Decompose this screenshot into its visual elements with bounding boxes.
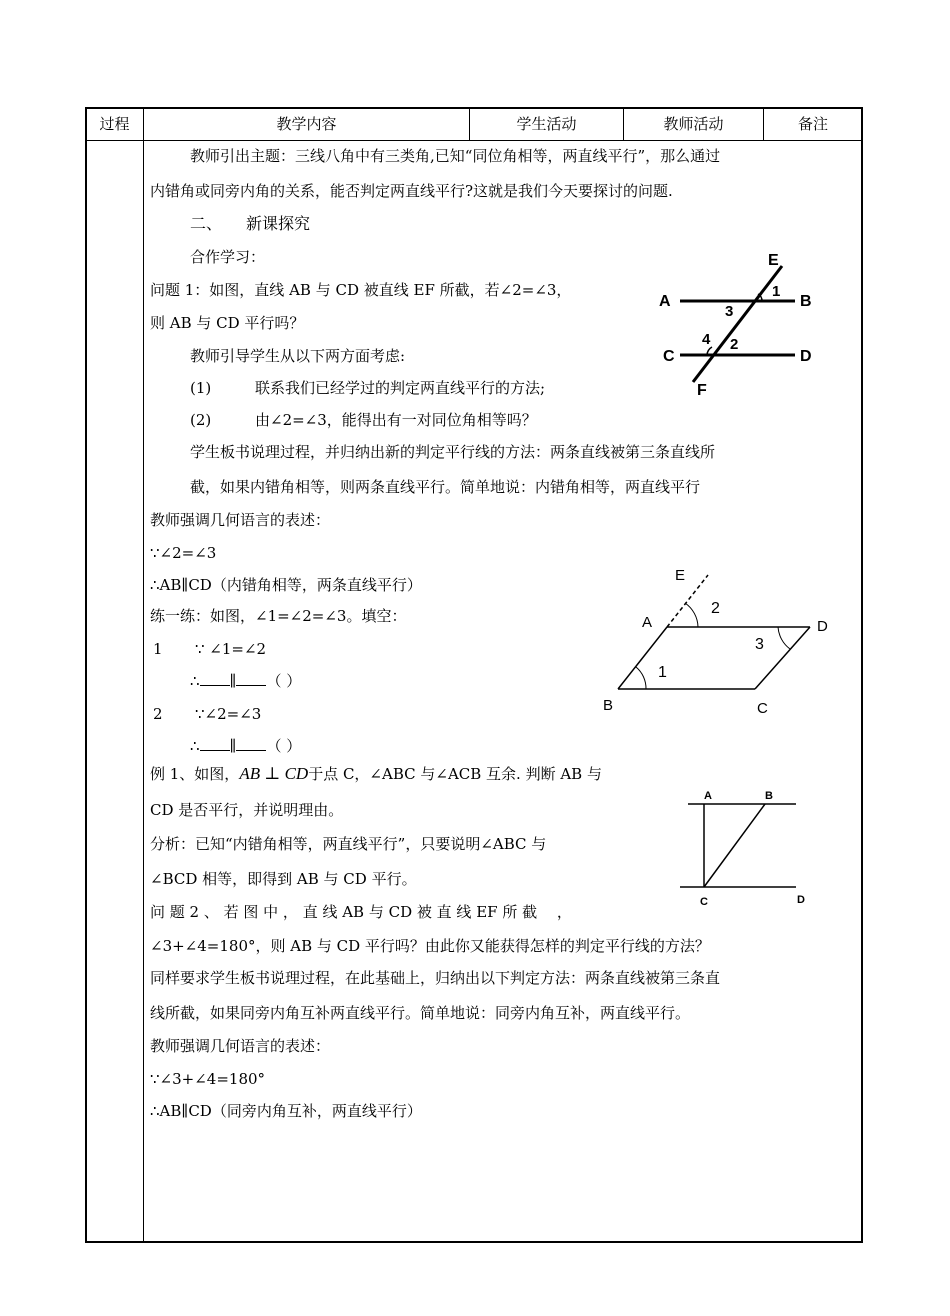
practice-2-result: ∴ ∥ （ ）	[190, 737, 302, 755]
practice-2-num: 2	[153, 705, 163, 723]
extension-ae	[667, 575, 708, 627]
analysis-line-2: ∠BCD 相等，即得到 AB 与 CD 平行。	[150, 870, 417, 888]
figure-parallelogram	[595, 565, 845, 720]
question1-line-2: 则 AB 与 CD 平行吗？	[150, 314, 305, 332]
label-angle-4: 4	[702, 331, 711, 348]
guide-item-2: 由∠2=∠3，能得出有一对同位角相等吗？	[255, 411, 537, 429]
intro-line-1: 教师引出主题：三线八角中有三类角,已知“同位角相等，两直线平行”，那么通过	[190, 147, 721, 165]
guide-item-2-num: (2)	[190, 411, 212, 429]
practice-1-result: ∴ ∥ （ ）	[190, 672, 302, 690]
label-a: A	[704, 790, 712, 802]
label-c: C	[757, 700, 768, 717]
practice-1-condition: ∵ ∠1=∠2	[195, 640, 267, 658]
practice-2-condition: ∵∠2=∠3	[195, 705, 262, 723]
label-d: D	[797, 894, 805, 906]
guide-item-1-num: (1)	[190, 379, 212, 397]
header-teacher: 教师活动	[663, 115, 724, 133]
question2-line-1: 问 题 2 、 若 图 中 ， 直 线 AB 与 CD 被 直 线 EF 所 截 ，	[150, 903, 572, 921]
example1-line-2: CD 是否平行，并说明理由。	[150, 801, 344, 819]
label-c: C	[700, 896, 708, 908]
label-b: B	[800, 293, 812, 310]
because-2: ∵∠3+∠4=180°	[150, 1070, 266, 1088]
label-b: B	[603, 697, 614, 714]
segment-bc	[704, 804, 765, 887]
blank-1a[interactable]	[200, 671, 230, 686]
label-d: D	[800, 348, 812, 365]
label-angle-1: 1	[658, 664, 667, 681]
therefore-2: ∴AB∥CD（同旁内角互补，两直线平行）	[150, 1102, 422, 1120]
analysis-line-1: 分析：已知“内错角相等，两直线平行”，只要说明∠ABC 与	[150, 835, 547, 853]
header-notes: 备注	[797, 115, 828, 133]
label-d: D	[817, 618, 828, 635]
board-line-2: 截，如果内错角相等，则两条直线平行。简单地说：内错角相等，两直线平行	[190, 478, 701, 496]
figure-example1	[670, 783, 810, 913]
label-c: C	[663, 348, 675, 365]
line-ef	[693, 266, 782, 382]
col-divider-1	[143, 107, 144, 1243]
practice-text: 练一练：如图，∠1=∠2=∠3。填空：	[150, 607, 407, 625]
section-title: 二、 新课探究	[190, 214, 311, 233]
blank-2b[interactable]	[236, 736, 266, 751]
board2-line-1: 同样要求学生板书说理过程，在此基础上，归纳出以下判定方法：两条直线被第三条直	[150, 969, 721, 987]
stress-text-1: 教师强调几何语言的表述：	[150, 511, 331, 529]
math-ab-perp-cd: AB ⊥ CD	[239, 764, 309, 783]
label-angle-1: 1	[772, 283, 781, 300]
header-content: 教学内容	[276, 115, 337, 133]
question2-line-2: ∠3+∠4=180°，则 AB 与 CD 平行吗？由此你又能获得怎样的判定平行线的方法？	[150, 937, 710, 955]
label-e: E	[675, 567, 686, 584]
label-e: E	[768, 252, 779, 269]
label-angle-2: 2	[711, 600, 720, 617]
example1-line-1: 例 1、如图，AB ⊥ CD于点 C，∠ABC 与∠ACB 互余. 判断 AB 与	[150, 764, 602, 783]
figure-transversal-ef	[655, 248, 820, 398]
label-b: B	[765, 790, 773, 802]
label-a: A	[659, 293, 671, 310]
arc-angle-2	[685, 603, 698, 627]
guide-text: 教师引导学生从以下两方面考虑:	[190, 347, 406, 365]
label-angle-3: 3	[755, 636, 764, 653]
blank-1b[interactable]	[236, 671, 266, 686]
practice-1-num: 1	[153, 640, 163, 658]
arc-angle-3	[778, 627, 790, 649]
header-divider	[85, 140, 863, 141]
question1-line-1: 问题 1：如图，直线 AB 与 CD 被直线 EF 所截，若∠2=∠3，	[150, 281, 572, 299]
board2-line-2: 线所截，如果同旁内角互补两直线平行。简单地说：同旁内角互补，两直线平行。	[150, 1004, 691, 1022]
arc-angle-1	[636, 667, 646, 689]
blank-2a[interactable]	[200, 736, 230, 751]
header-student: 学生活动	[516, 115, 577, 133]
label-angle-2: 2	[730, 336, 739, 353]
label-a: A	[642, 614, 653, 631]
coop-label: 合作学习：	[190, 248, 266, 266]
stress-text-2: 教师强调几何语言的表述：	[150, 1037, 331, 1055]
board-line-1: 学生板书说理过程，并归纳出新的判定平行线的方法：两条直线被第三条直线所	[190, 443, 716, 461]
header-process: 过程	[99, 115, 130, 133]
intro-line-2: 内错角或同旁内角的关系，能否判定两直线平行?这就是我们今天要探讨的问题.	[150, 182, 673, 200]
guide-item-1: 联系我们已经学过的判定两直线平行的方法;	[255, 379, 546, 397]
because-1: ∵∠2=∠3	[150, 544, 217, 562]
therefore-1: ∴AB∥CD（内错角相等，两条直线平行）	[150, 576, 422, 594]
label-angle-3: 3	[725, 303, 734, 320]
label-f: F	[697, 382, 707, 398]
